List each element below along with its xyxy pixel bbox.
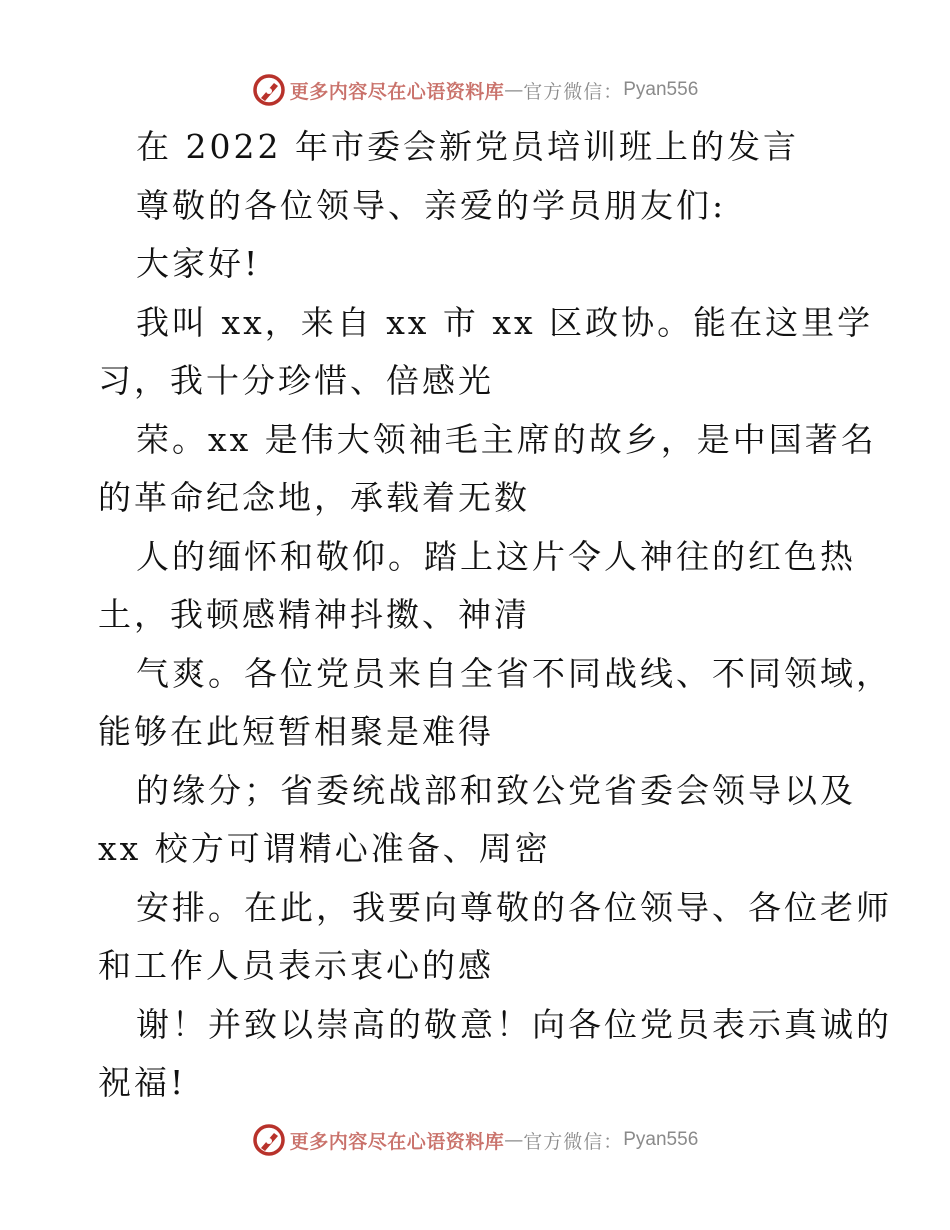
footer-watermark bbox=[0, 1120, 950, 1160]
doc-title: 在 2022 年市委会新党员培训班上的发言 bbox=[136, 127, 799, 166]
text-line: 能够在此短暂相聚是难得 bbox=[98, 712, 494, 751]
text-line: xx 校方可谓精心准备、周密 bbox=[98, 829, 551, 868]
text-line: 祝福! bbox=[98, 1063, 187, 1102]
document-body bbox=[98, 118, 892, 1113]
red-pen-circle-logo-icon bbox=[252, 1123, 286, 1157]
text-line: 和工作人员表示衷心的感 bbox=[98, 946, 494, 985]
text-line: 荣。xx 是伟大领袖毛主席的故乡，是中国著名 bbox=[136, 419, 877, 459]
text-line: 我叫 xx，来自 xx 市 xx 区政协。能在这里学 bbox=[136, 302, 874, 342]
text-line: 土，我顿感精神抖擞、神清 bbox=[98, 595, 530, 634]
text-line: 习，我十分珍惜、倍感光 bbox=[98, 361, 494, 400]
text-line: 安排。在此，我要向尊敬的各位领导、各位老师 bbox=[136, 887, 892, 927]
text-line: 的革命纪念地，承载着无数 bbox=[98, 478, 530, 517]
red-pen-circle-logo-icon bbox=[252, 73, 286, 107]
text-line: 的缘分；省委统战部和致公党省委会领导以及 bbox=[136, 770, 856, 810]
official-label: 官方微信： bbox=[523, 1130, 624, 1153]
wechat-id: Pyan556 bbox=[623, 79, 699, 100]
text-line: 人的缅怀和敬仰。踏上这片令人神往的红色热 bbox=[136, 536, 856, 576]
greeting: 大家好! bbox=[136, 244, 261, 283]
text-line: 气爽。各位党员来自全省不同战线、不同领域， bbox=[136, 653, 892, 693]
wechat-id: Pyan556 bbox=[623, 1129, 699, 1150]
separator-dash: — bbox=[504, 79, 524, 101]
separator-dash: — bbox=[504, 1129, 524, 1151]
brand-text: 更多内容尽在心语资料库 bbox=[289, 80, 505, 103]
brand-text: 更多内容尽在心语资料库 bbox=[289, 1130, 505, 1153]
text-line: 谢！并致以崇高的敬意！向各位党员表示真诚的 bbox=[136, 1004, 892, 1044]
salutation: 尊敬的各位领导、亲爱的学员朋友们: bbox=[136, 185, 727, 225]
official-label: 官方微信： bbox=[523, 80, 624, 103]
header-watermark bbox=[0, 70, 950, 110]
